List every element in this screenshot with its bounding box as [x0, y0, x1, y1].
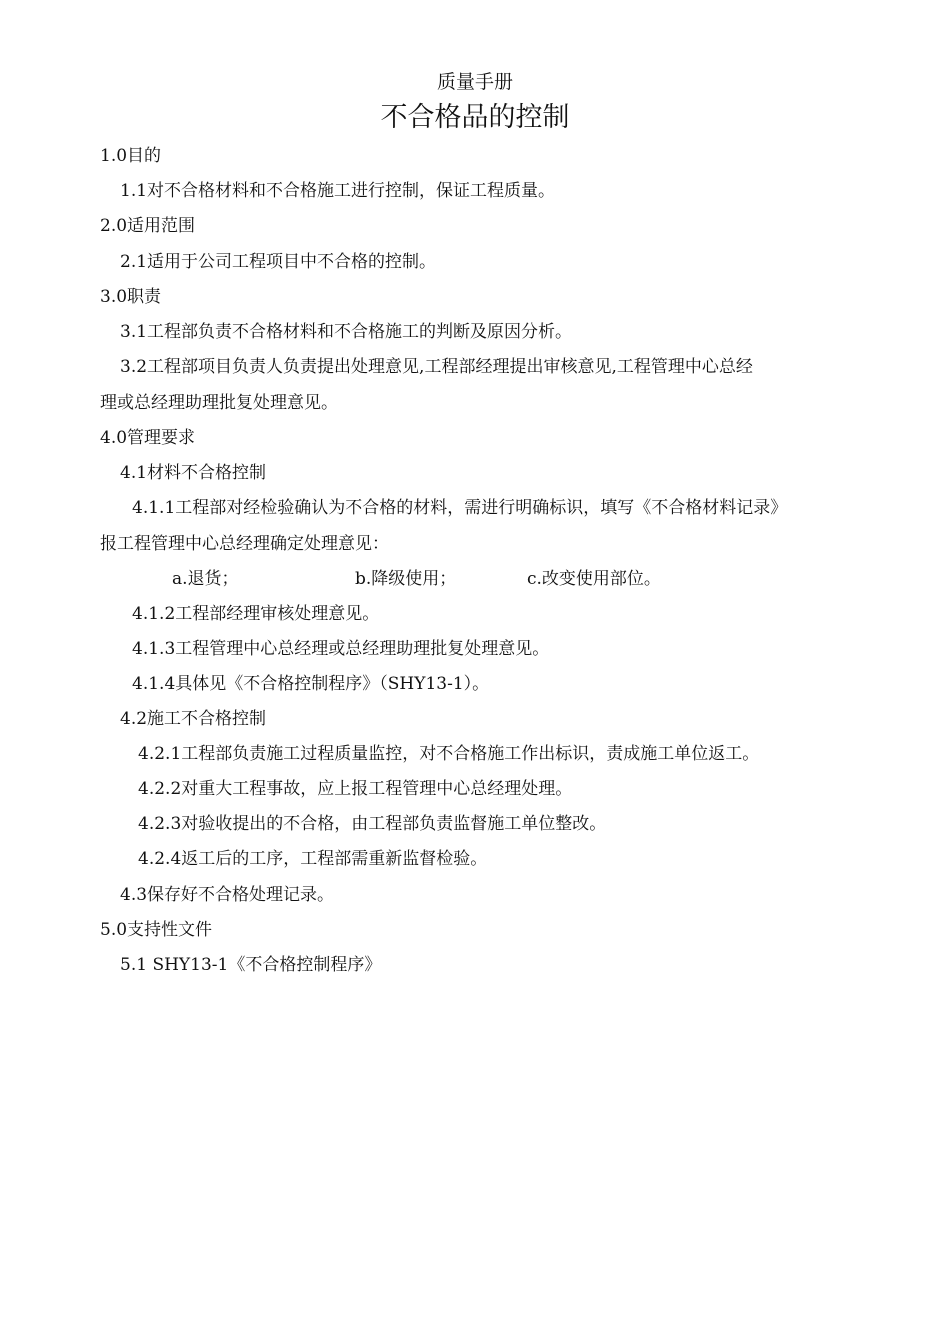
section-3-heading: 3.0职责 [100, 287, 162, 307]
clause-1-1: 1.1对不合格材料和不合格施工进行控制，保证工程质量。 [120, 181, 556, 201]
clause-4-1-1-continued: 报工程管理中心总经理确定处理意见： [100, 534, 389, 554]
clause-4-2-4: 4.2.4返工后的工序，工程部需重新监督检验。 [138, 849, 488, 869]
option-b: b.降级使用； [355, 569, 457, 589]
clause-4-1-4: 4.1.4具体见《不合格控制程序》（SHY13-1）。 [132, 674, 490, 694]
section-4-heading: 4.0管理要求 [100, 428, 196, 448]
page-header: 质量手册 [436, 71, 513, 93]
clause-3-2: 3.2工程部项目负责人负责提出处理意见,工程部经理提出审核意见,工程管理中心总经 [120, 357, 753, 377]
option-c: c.改变使用部位。 [527, 569, 661, 589]
clause-4-2-3: 4.2.3对验收提出的不合格，由工程部负责监督施工单位整改。 [138, 814, 607, 834]
option-a: a.退货； [172, 569, 239, 589]
clause-4-1-3: 4.1.3工程管理中心总经理或总经理助理批复处理意见。 [132, 639, 550, 659]
clause-4-1: 4.1材料不合格控制 [120, 463, 267, 483]
clause-4-2-2: 4.2.2对重大工程事故，应上报工程管理中心总经理处理。 [138, 779, 573, 799]
section-2-heading: 2.0适用范围 [100, 216, 196, 236]
document-title: 不合格品的控制 [380, 102, 570, 133]
clause-4-1-2: 4.1.2工程部经理审核处理意见。 [132, 604, 380, 624]
clause-3-2-continued: 理或总经理助理批复处理意见。 [100, 393, 338, 413]
clause-4-1-1: 4.1.1工程部对经检验确认为不合格的材料，需进行明确标识，填写《不合格材料记录》 [132, 498, 788, 518]
clause-5-1: 5.1 SHY13-1《不合格控制程序》 [120, 955, 382, 975]
clause-4-2: 4.2施工不合格控制 [120, 709, 267, 729]
section-5-heading: 5.0支持性文件 [100, 920, 213, 940]
clause-2-1: 2.1适用于公司工程项目中不合格的控制。 [120, 252, 437, 272]
clause-4-2-1: 4.2.1工程部负责施工过程质量监控，对不合格施工作出标识，责成施工单位返工。 [138, 744, 760, 764]
clause-4-3: 4.3保存好不合格处理记录。 [120, 885, 335, 905]
clause-3-1: 3.1工程部负责不合格材料和不合格施工的判断及原因分析。 [120, 322, 573, 342]
section-1-heading: 1.0目的 [100, 146, 162, 166]
